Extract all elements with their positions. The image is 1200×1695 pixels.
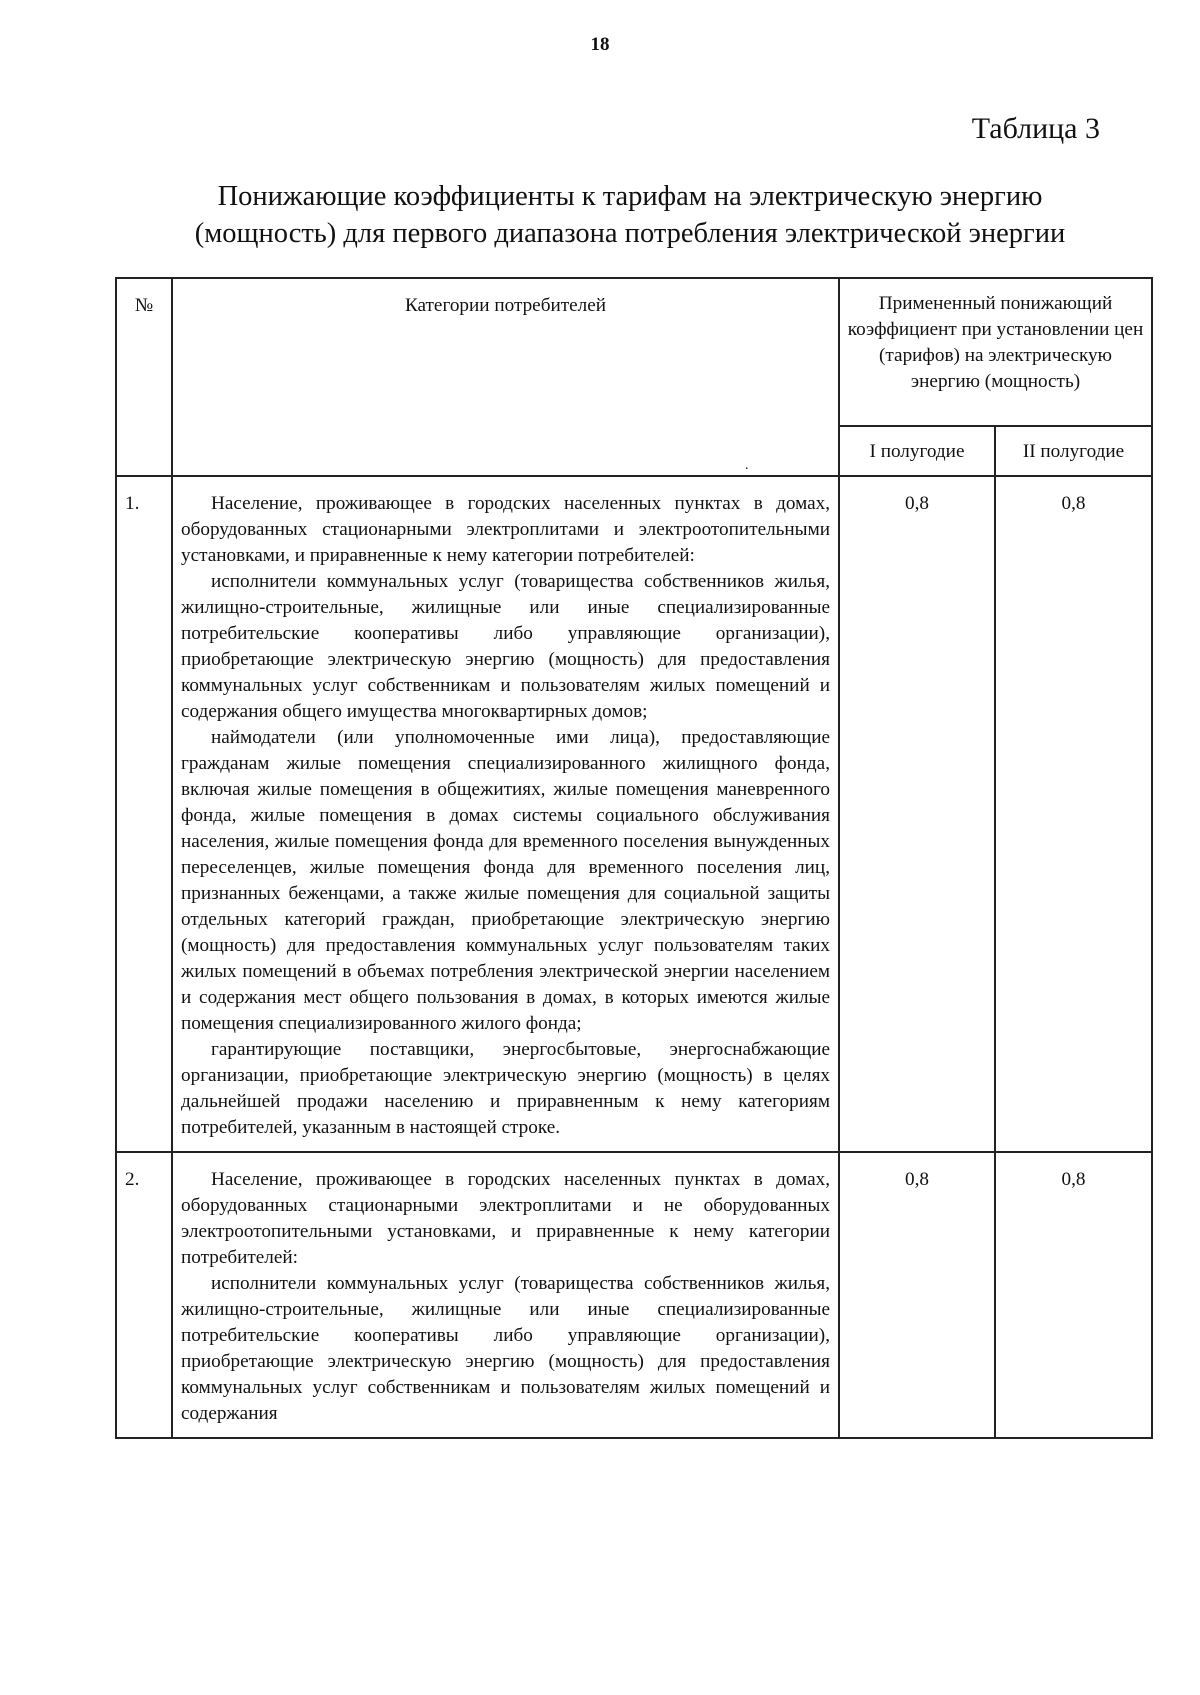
header-half1: I полугодие [839,426,995,476]
table-row [116,476,1152,1152]
category-paragraph: гарантирующие поставщики, энергосбытовые, энергоснабжающие организации, приобретающие электрическую энергию (мощность) в целях дальнейшей продажи населению и приравненным к нему категориям потребителей, указанным в настоящей строке. [181,1039,830,1138]
table-label: Таблица 3 [971,112,1100,145]
stray-dot: . [745,458,749,473]
table-title: Понижающие коэффициенты к тарифам на электрическую энергию (мощность) для первого диапазона потребления электрической энергии [194,181,1066,249]
page-number: 18 [590,34,610,55]
row-number: 1. [116,476,172,1152]
category-paragraph: наймодатели (или уполномоченные ими лица), предоставляющие гражданам жилые помещения специализированного жилищного фонда, включая жилые помещения в общежитиях, жилые помещения маневренного фонда, жилые помещения в домах системы социального обслуживания населения, жилые помещения фонда для временного поселения вынужденных переселенцев, жилые помещения фонда для временного поселения лиц, признанных беженцами, а также жилые помещения для социальной защиты отдельных категорий граждан, приобретающие электрическую энергию (мощность) для предоставления коммунальных услуг пользователям таких жилых помещений в объемах потребления электрической энергии населением и содержания мест общего пользования в домах, в которых имеются жилые помещения специализированного жилого фонда; [181,727,830,1034]
header-coefficient: Примененный понижающий коэффициент при установлении цен (тарифов) на электрическую энергию (мощность) [839,278,1152,426]
table-row [116,1152,1152,1438]
category-paragraph: исполнители коммунальных услуг (товарищества собственников жилья, жилищно-строительные, жилищные или иные специализированные потребительские кооперативы либо управляющие организации), приобретающие электрическую энергию (мощность) для предоставления коммунальных услуг собственникам и пользователям жилых помещений и содержания общего имущества многоквартирных домов; [181,571,830,722]
row-category [172,1152,839,1438]
category-paragraph: Население, проживающее в городских населенных пунктах в домах, оборудованных стационарными электроплитами и электроотопительными установками, и приравненные к нему категории потребителей: [181,493,830,566]
row-half2-value: 0,8 [995,1152,1152,1438]
category-paragraph: исполнители коммунальных услуг (товарищества собственников жилья, жилищно-строительные, жилищные или иные специализированные потребительские кооперативы либо управляющие организации), приобретающие электрическую энергию (мощность) для предоставления коммунальных услуг собственникам и пользователям жилых помещений и содержания [181,1273,830,1424]
header-half2: II полугодие [995,426,1152,476]
row-half1-value: 0,8 [839,1152,995,1438]
category-paragraph: Население, проживающее в городских населенных пунктах в домах, оборудованных стационарными электроплитами и не оборудованных электроотопительными установками, и приравненные к нему категории потребителей: [181,1169,830,1268]
header-number: № [116,278,172,476]
coefficients-table [115,277,1153,1439]
row-half1-value: 0,8 [839,476,995,1152]
row-half2-value: 0,8 [995,476,1152,1152]
row-category [172,476,839,1152]
header-category: Категории потребителей [172,278,839,476]
row-number: 2. [116,1152,172,1438]
